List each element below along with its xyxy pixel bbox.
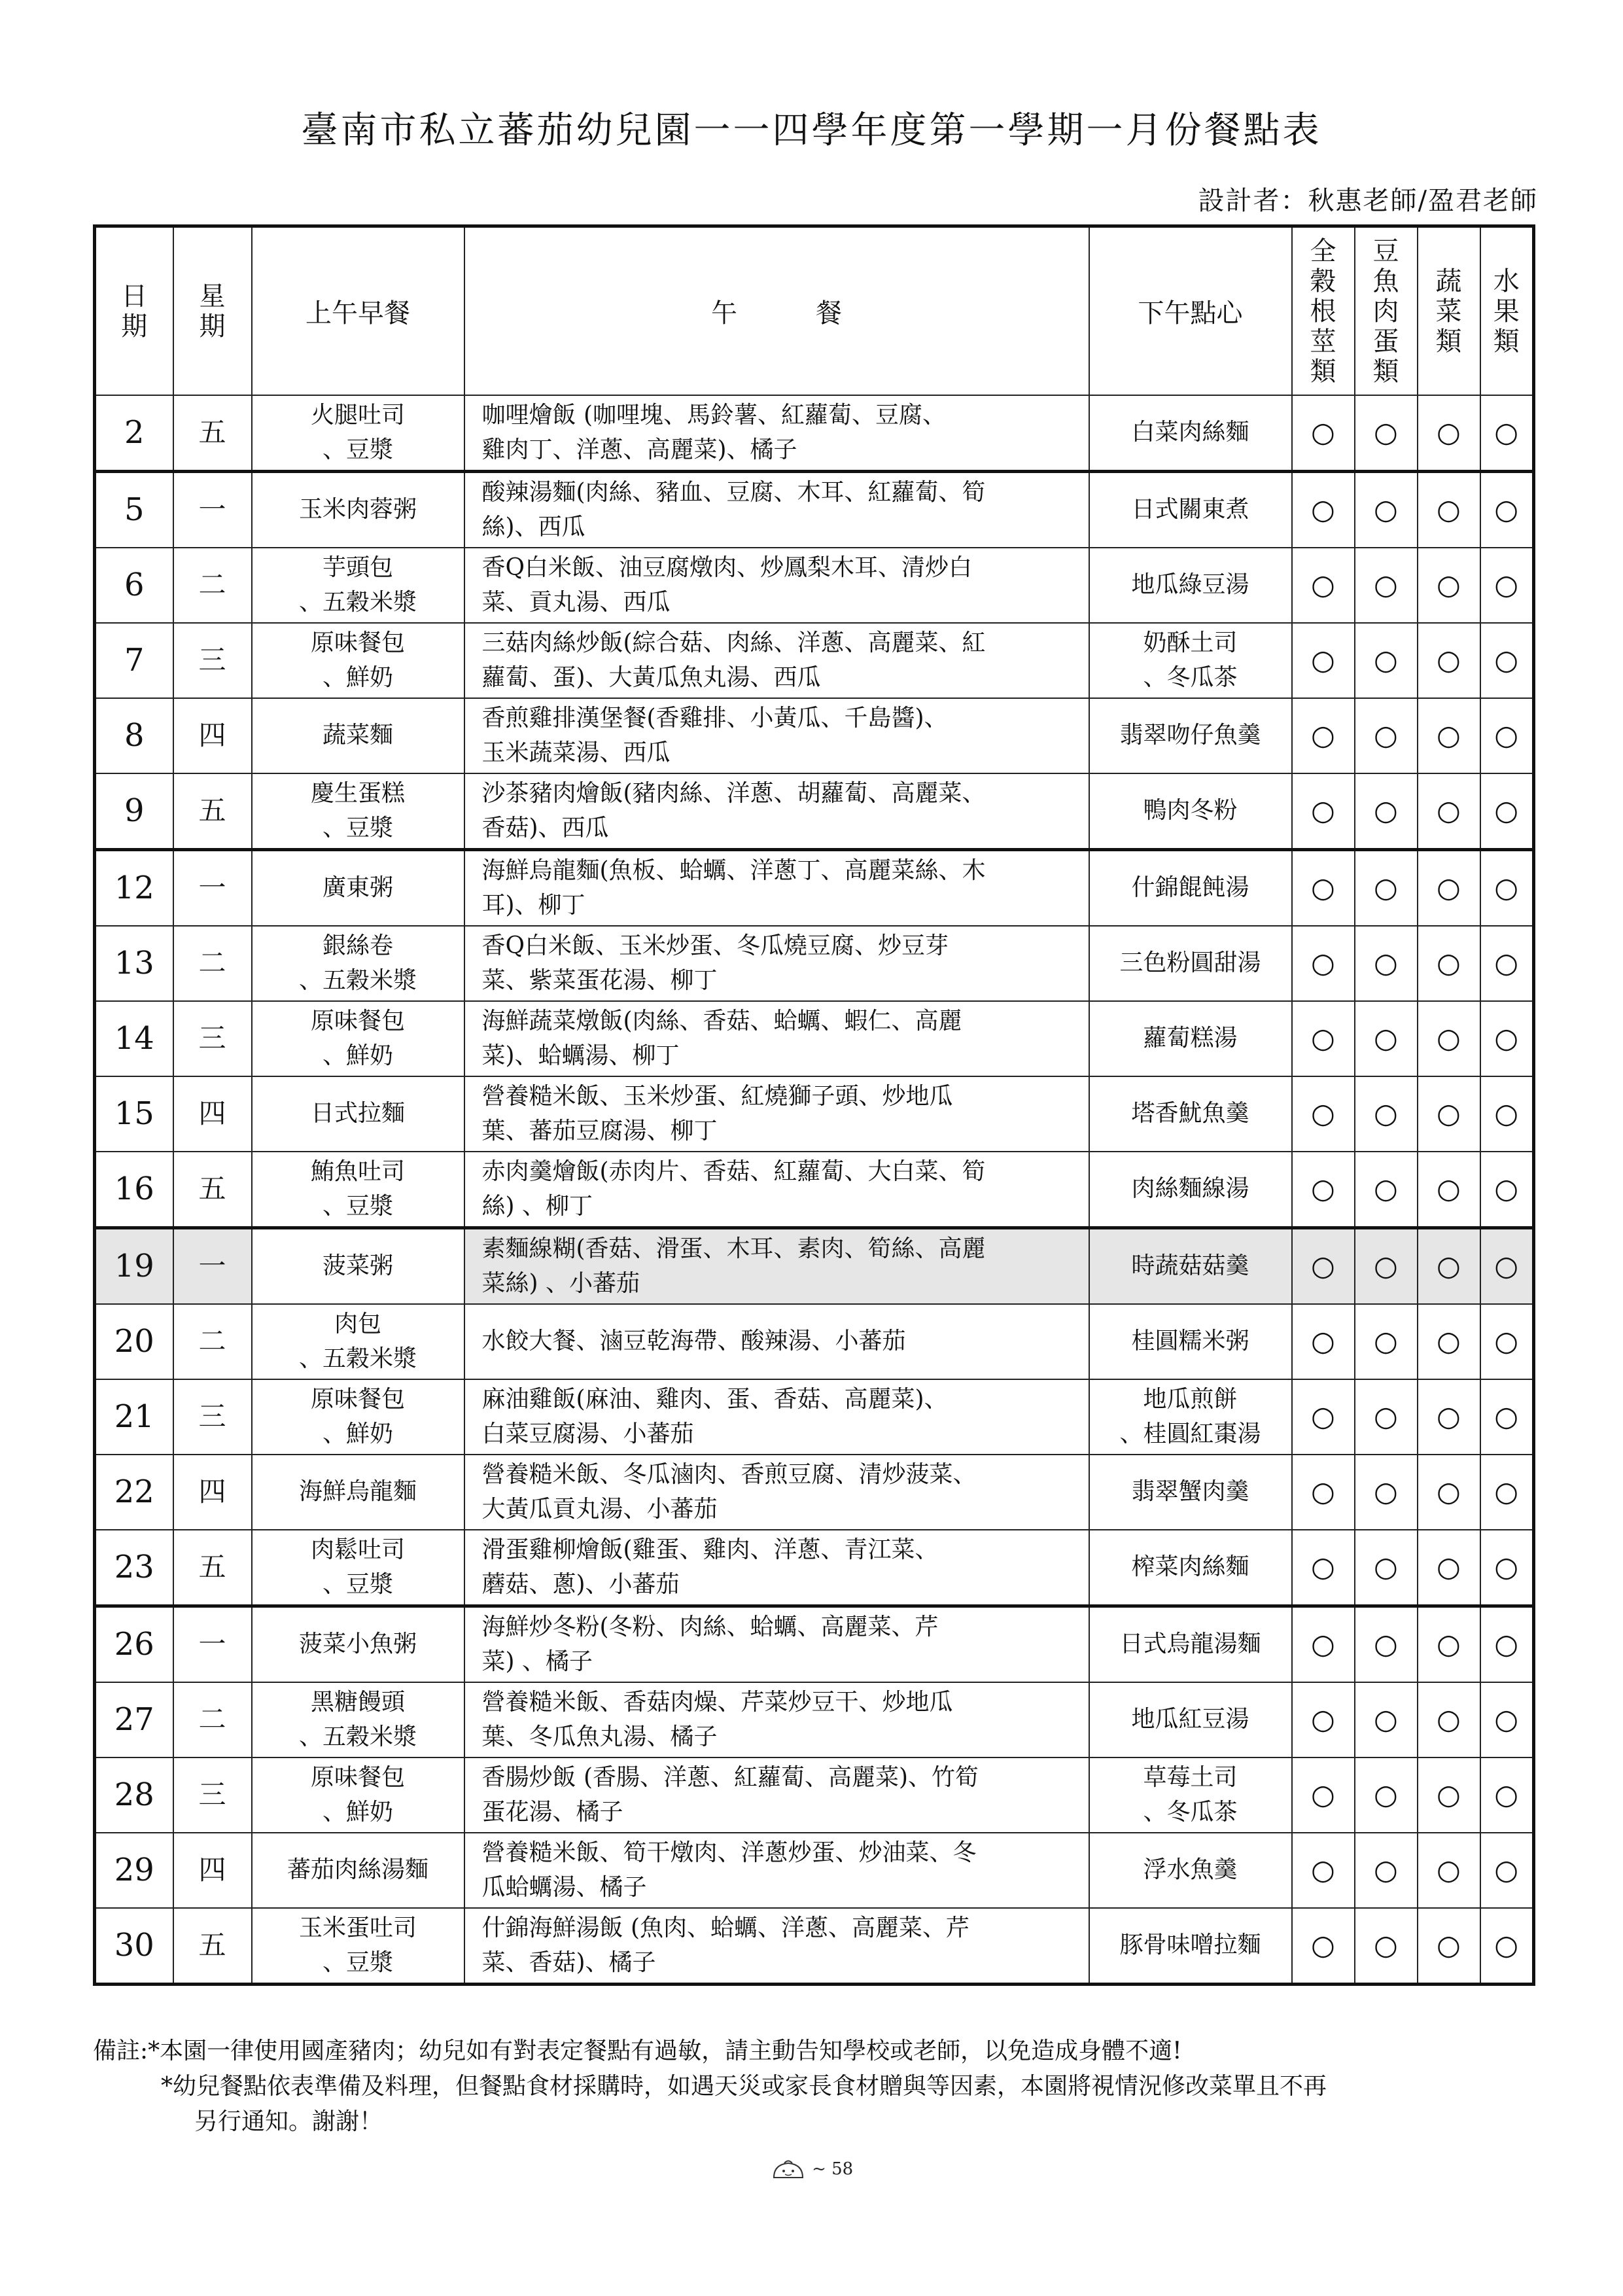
cell-grains: ○: [1292, 1682, 1355, 1757]
cell-weekday: 五: [173, 773, 252, 850]
table-row: [95, 1530, 1534, 1606]
cell-protein: ○: [1355, 1908, 1418, 1985]
cell-fruits: ○: [1480, 395, 1534, 472]
cell-protein: ○: [1355, 1455, 1418, 1530]
cell-protein: ○: [1355, 1606, 1418, 1683]
cell-breakfast: 蕃茄肉絲湯麵: [252, 1833, 464, 1908]
cell-grains: ○: [1292, 1001, 1355, 1076]
note-line-3: 另行通知。謝謝！: [194, 2108, 383, 2135]
cell-vegetables: ○: [1418, 1908, 1480, 1985]
cell-breakfast: 鮪魚吐司 、豆漿: [252, 1152, 464, 1228]
cell-protein: ○: [1355, 548, 1418, 623]
cell-protein: ○: [1355, 623, 1418, 698]
cell-fruits: ○: [1480, 1228, 1534, 1305]
cell-grains: ○: [1292, 1530, 1355, 1606]
table-row: [95, 1455, 1534, 1530]
cell-protein: ○: [1355, 1833, 1418, 1908]
cell-grains: ○: [1292, 1304, 1355, 1379]
cell-weekday: 五: [173, 1908, 252, 1985]
cell-date: 5: [95, 472, 173, 548]
cell-breakfast: 蔬菜麵: [252, 698, 464, 773]
table-row: [95, 773, 1534, 850]
cell-vegetables: ○: [1418, 548, 1480, 623]
cell-snack: 日式關東煮: [1089, 472, 1292, 548]
cell-vegetables: ○: [1418, 773, 1480, 850]
cell-protein: ○: [1355, 773, 1418, 850]
cell-vegetables: ○: [1418, 1455, 1480, 1530]
cell-breakfast: 原味餐包 、鮮奶: [252, 1757, 464, 1833]
cell-fruits: ○: [1480, 1455, 1534, 1530]
table-row: [95, 1682, 1534, 1757]
cell-fruits: ○: [1480, 623, 1534, 698]
cell-breakfast: 原味餐包 、鮮奶: [252, 1001, 464, 1076]
cell-vegetables: ○: [1418, 850, 1480, 927]
table-row: [95, 1908, 1534, 1985]
cell-protein: ○: [1355, 1228, 1418, 1305]
cell-grains: ○: [1292, 395, 1355, 472]
cell-date: 12: [95, 850, 173, 927]
cell-lunch: 沙茶豬肉燴飯(豬肉絲、洋蔥、胡蘿蔔、高麗菜、 香菇)、西瓜: [464, 773, 1089, 850]
table-row: [95, 850, 1534, 927]
cell-snack: 塔香魷魚羹: [1089, 1076, 1292, 1152]
cell-lunch: 海鮮烏龍麵(魚板、蛤蠣、洋蔥丁、高麗菜絲、木 耳)、柳丁: [464, 850, 1089, 927]
cell-date: 13: [95, 926, 173, 1001]
cell-vegetables: ○: [1418, 1076, 1480, 1152]
header-snack: 下午點心: [1089, 226, 1292, 396]
cell-date: 6: [95, 548, 173, 623]
notes: [93, 2034, 1545, 2140]
cell-fruits: ○: [1480, 926, 1534, 1001]
cell-snack: 浮水魚羹: [1089, 1833, 1292, 1908]
cell-breakfast: 原味餐包 、鮮奶: [252, 1379, 464, 1455]
cell-snack: 地瓜煎餅 、桂圓紅棗湯: [1089, 1379, 1292, 1455]
cell-lunch: 香Q白米飯、油豆腐燉肉、炒鳳梨木耳、清炒白 菜、貢丸湯、西瓜: [464, 548, 1089, 623]
cell-vegetables: ○: [1418, 1304, 1480, 1379]
cell-weekday: 四: [173, 1455, 252, 1530]
cell-protein: ○: [1355, 1076, 1418, 1152]
cell-lunch: 海鮮炒冬粉(冬粉、肉絲、蛤蠣、高麗菜、芹 菜) 、橘子: [464, 1606, 1089, 1683]
designer-credit: 設計者：秋惠老師/盈君老師: [1198, 186, 1538, 216]
cell-protein: ○: [1355, 1530, 1418, 1606]
cell-fruits: ○: [1480, 773, 1534, 850]
cell-lunch: 水餃大餐、滷豆乾海帶、酸辣湯、小蕃茄: [464, 1304, 1089, 1379]
cell-fruits: ○: [1480, 1530, 1534, 1606]
cell-date: 9: [95, 773, 173, 850]
cell-vegetables: ○: [1418, 1530, 1480, 1606]
cell-grains: ○: [1292, 1228, 1355, 1305]
cell-lunch: 營養糙米飯、香菇肉燥、芹菜炒豆干、炒地瓜 葉、冬瓜魚丸湯、橘子: [464, 1682, 1089, 1757]
cell-weekday: 一: [173, 1606, 252, 1683]
table-row: [95, 926, 1534, 1001]
cell-protein: ○: [1355, 850, 1418, 927]
cell-lunch: 麻油雞飯(麻油、雞肉、蛋、香菇、高麗菜)、 白菜豆腐湯、小蕃茄: [464, 1379, 1089, 1455]
cell-fruits: ○: [1480, 1304, 1534, 1379]
cell-breakfast: 黑糖饅頭 、五穀米漿: [252, 1682, 464, 1757]
cell-weekday: 四: [173, 1833, 252, 1908]
cell-weekday: 三: [173, 1379, 252, 1455]
cell-date: 30: [95, 1908, 173, 1985]
cell-breakfast: 海鮮烏龍麵: [252, 1455, 464, 1530]
cell-vegetables: ○: [1418, 1682, 1480, 1757]
cell-fruits: ○: [1480, 1833, 1534, 1908]
cell-date: 14: [95, 1001, 173, 1076]
cell-vegetables: ○: [1418, 1606, 1480, 1683]
header-date: 日期: [95, 226, 173, 396]
table-row: [95, 1304, 1534, 1379]
cell-protein: ○: [1355, 1757, 1418, 1833]
cell-snack: 什錦餛飩湯: [1089, 850, 1292, 927]
cell-date: 7: [95, 623, 173, 698]
cell-breakfast: 肉鬆吐司 、豆漿: [252, 1530, 464, 1606]
cell-lunch: 海鮮蔬菜燉飯(肉絲、香菇、蛤蠣、蝦仁、高麗 菜)、蛤蠣湯、柳丁: [464, 1001, 1089, 1076]
table-row: [95, 1757, 1534, 1833]
cell-breakfast: 慶生蛋糕 、豆漿: [252, 773, 464, 850]
header-fruits: 水果類: [1480, 226, 1534, 396]
table-row: [95, 1152, 1534, 1228]
cell-fruits: ○: [1480, 1606, 1534, 1683]
cell-breakfast: 菠菜粥: [252, 1228, 464, 1305]
cell-fruits: ○: [1480, 1152, 1534, 1228]
cell-date: 15: [95, 1076, 173, 1152]
cell-snack: 翡翠吻仔魚羹: [1089, 698, 1292, 773]
note-line-1: 備註:*本園一律使用國產豬肉；幼兒如有對表定餐點有過敏，請主動告知學校或老師，以免造成身體不適!: [93, 2038, 1182, 2064]
cell-date: 21: [95, 1379, 173, 1455]
cell-grains: ○: [1292, 926, 1355, 1001]
cell-grains: ○: [1292, 1076, 1355, 1152]
header-protein: 豆魚肉蛋類: [1355, 226, 1418, 396]
header-grains: 全穀根莖類: [1292, 226, 1355, 396]
cell-snack: 肉絲麵線湯: [1089, 1152, 1292, 1228]
header-breakfast: 上午早餐: [252, 226, 464, 396]
cell-weekday: 二: [173, 1682, 252, 1757]
cell-vegetables: ○: [1418, 1757, 1480, 1833]
table-row: [95, 698, 1534, 773]
cell-protein: ○: [1355, 926, 1418, 1001]
page-footer: [0, 2158, 1623, 2181]
table-row: [95, 472, 1534, 548]
header-row: [95, 226, 1534, 396]
cell-vegetables: ○: [1418, 472, 1480, 548]
cell-date: 8: [95, 698, 173, 773]
cell-protein: ○: [1355, 1304, 1418, 1379]
cell-breakfast: 芋頭包 、五穀米漿: [252, 548, 464, 623]
cell-weekday: 三: [173, 1757, 252, 1833]
cell-snack: 日式烏龍湯麵: [1089, 1606, 1292, 1683]
cell-date: 19: [95, 1228, 173, 1305]
cell-snack: 三色粉圓甜湯: [1089, 926, 1292, 1001]
table-row: [95, 623, 1534, 698]
cell-weekday: 四: [173, 698, 252, 773]
cell-snack: 豚骨味噌拉麵: [1089, 1908, 1292, 1985]
cell-fruits: ○: [1480, 698, 1534, 773]
cell-breakfast: 廣東粥: [252, 850, 464, 927]
meal-table: [93, 224, 1535, 1986]
cell-grains: ○: [1292, 1833, 1355, 1908]
cell-breakfast: 原味餐包 、鮮奶: [252, 623, 464, 698]
cell-grains: ○: [1292, 623, 1355, 698]
cell-grains: ○: [1292, 1379, 1355, 1455]
cell-snack: 草莓土司 、冬瓜茶: [1089, 1757, 1292, 1833]
cell-snack: 鴨肉冬粉: [1089, 773, 1292, 850]
cell-protein: ○: [1355, 1682, 1418, 1757]
table-row: [95, 1001, 1534, 1076]
cell-weekday: 二: [173, 1304, 252, 1379]
page-title: 臺南市私立蕃茄幼兒園一一四學年度第一學期一月份餐點表: [301, 109, 1322, 152]
cell-lunch: 赤肉羹燴飯(赤肉片、香菇、紅蘿蔔、大白菜、筍 絲) 、柳丁: [464, 1152, 1089, 1228]
cell-grains: ○: [1292, 548, 1355, 623]
cell-vegetables: ○: [1418, 926, 1480, 1001]
cell-weekday: 五: [173, 1152, 252, 1228]
cell-vegetables: ○: [1418, 1228, 1480, 1305]
cell-grains: ○: [1292, 472, 1355, 548]
cell-fruits: ○: [1480, 1379, 1534, 1455]
table-row: [95, 1076, 1534, 1152]
cell-snack: 白菜肉絲麵: [1089, 395, 1292, 472]
cell-snack: 地瓜綠豆湯: [1089, 548, 1292, 623]
cell-weekday: 二: [173, 926, 252, 1001]
cell-protein: ○: [1355, 1001, 1418, 1076]
cell-weekday: 五: [173, 395, 252, 472]
cell-weekday: 一: [173, 472, 252, 548]
cell-breakfast: 日式拉麵: [252, 1076, 464, 1152]
cell-snack: 榨菜肉絲麵: [1089, 1530, 1292, 1606]
table-row: [95, 1606, 1534, 1683]
cell-weekday: 三: [173, 623, 252, 698]
cell-fruits: ○: [1480, 548, 1534, 623]
cell-weekday: 四: [173, 1076, 252, 1152]
cell-weekday: 一: [173, 850, 252, 927]
cell-date: 16: [95, 1152, 173, 1228]
cell-snack: 奶酥土司 、冬瓜茶: [1089, 623, 1292, 698]
header-vegetables: 蔬菜類: [1418, 226, 1480, 396]
cell-lunch: 營養糙米飯、玉米炒蛋、紅燒獅子頭、炒地瓜 葉、蕃茄豆腐湯、柳丁: [464, 1076, 1089, 1152]
cell-breakfast: 玉米蛋吐司 、豆漿: [252, 1908, 464, 1985]
cell-date: 2: [95, 395, 173, 472]
cell-fruits: ○: [1480, 850, 1534, 927]
cell-weekday: 二: [173, 548, 252, 623]
cell-vegetables: ○: [1418, 623, 1480, 698]
header-lunch: 午 餐: [464, 226, 1089, 396]
cell-lunch: 三菇肉絲炒飯(綜合菇、肉絲、洋蔥、高麗菜、紅 蘿蔔、蛋)、大黃瓜魚丸湯、西瓜: [464, 623, 1089, 698]
cell-lunch: 香Q白米飯、玉米炒蛋、冬瓜燒豆腐、炒豆芽 菜、紫菜蛋花湯、柳丁: [464, 926, 1089, 1001]
cell-snack: 桂圓糯米粥: [1089, 1304, 1292, 1379]
cell-protein: ○: [1355, 1379, 1418, 1455]
cell-breakfast: 玉米肉蓉粥: [252, 472, 464, 548]
cell-vegetables: ○: [1418, 1152, 1480, 1228]
cell-snack: 時蔬菇菇羹: [1089, 1228, 1292, 1305]
cell-lunch: 什錦海鮮湯飯 (魚肉、蛤蠣、洋蔥、高麗菜、芹 菜、香菇)、橘子: [464, 1908, 1089, 1985]
cell-grains: ○: [1292, 1455, 1355, 1530]
cell-date: 20: [95, 1304, 173, 1379]
table-row: [95, 1379, 1534, 1455]
cell-lunch: 香煎雞排漢堡餐(香雞排、小黃瓜、千島醬)、 玉米蔬菜湯、西瓜: [464, 698, 1089, 773]
cell-fruits: ○: [1480, 1076, 1534, 1152]
cell-weekday: 一: [173, 1228, 252, 1305]
cell-date: 23: [95, 1530, 173, 1606]
cell-lunch: 營養糙米飯、冬瓜滷肉、香煎豆腐、清炒菠菜、 大黃瓜貢丸湯、小蕃茄: [464, 1455, 1089, 1530]
cell-fruits: ○: [1480, 1001, 1534, 1076]
cell-breakfast: 火腿吐司 、豆漿: [252, 395, 464, 472]
cell-lunch: 酸辣湯麵(肉絲、豬血、豆腐、木耳、紅蘿蔔、筍 絲)、西瓜: [464, 472, 1089, 548]
cell-vegetables: ○: [1418, 698, 1480, 773]
table-row: [95, 1833, 1534, 1908]
table-row: [95, 1228, 1534, 1305]
cell-grains: ○: [1292, 698, 1355, 773]
cell-lunch: 滑蛋雞柳燴飯(雞蛋、雞肉、洋蔥、青江菜、 蘑菇、蔥)、小蕃茄: [464, 1530, 1089, 1606]
cell-breakfast: 肉包 、五穀米漿: [252, 1304, 464, 1379]
cell-grains: ○: [1292, 1606, 1355, 1683]
cell-grains: ○: [1292, 1757, 1355, 1833]
table-row: [95, 548, 1534, 623]
cell-vegetables: ○: [1418, 395, 1480, 472]
note-line-2: *幼兒餐點依表準備及料理，但餐點食材採購時，如遇天災或家長食材贈與等因素，本園將視情況修改菜單且不再: [161, 2073, 1327, 2100]
cell-protein: ○: [1355, 698, 1418, 773]
cell-lunch: 營養糙米飯、筍干燉肉、洋蔥炒蛋、炒油菜、冬 瓜蛤蠣湯、橘子: [464, 1833, 1089, 1908]
cell-vegetables: ○: [1418, 1833, 1480, 1908]
cell-grains: ○: [1292, 773, 1355, 850]
cell-lunch: 香腸炒飯 (香腸、洋蔥、紅蘿蔔、高麗菜)、竹筍 蛋花湯、橘子: [464, 1757, 1089, 1833]
cell-snack: 翡翠蟹肉羹: [1089, 1455, 1292, 1530]
cell-grains: ○: [1292, 1152, 1355, 1228]
cell-date: 27: [95, 1682, 173, 1757]
cell-date: 26: [95, 1606, 173, 1683]
cell-breakfast: 菠菜小魚粥: [252, 1606, 464, 1683]
cell-lunch: 素麵線糊(香菇、滑蛋、木耳、素肉、筍絲、高麗 菜絲) 、小蕃茄: [464, 1228, 1089, 1305]
cell-fruits: ○: [1480, 1682, 1534, 1757]
page-number: ~ 58: [812, 2159, 854, 2179]
cell-date: 22: [95, 1455, 173, 1530]
cell-snack: 蘿蔔糕湯: [1089, 1001, 1292, 1076]
cell-protein: ○: [1355, 395, 1418, 472]
cell-grains: ○: [1292, 850, 1355, 927]
cell-fruits: ○: [1480, 1757, 1534, 1833]
header-weekday: 星期: [173, 226, 252, 396]
cell-fruits: ○: [1480, 1908, 1534, 1985]
cell-fruits: ○: [1480, 472, 1534, 548]
cell-date: 28: [95, 1757, 173, 1833]
cell-weekday: 五: [173, 1530, 252, 1606]
cell-protein: ○: [1355, 1152, 1418, 1228]
cell-protein: ○: [1355, 472, 1418, 548]
cell-lunch: 咖哩燴飯 (咖哩塊、馬鈴薯、紅蘿蔔、豆腐、 雞肉丁、洋蔥、高麗菜)、橘子: [464, 395, 1089, 472]
tomato-face-icon: [770, 2158, 807, 2181]
table-row: [95, 395, 1534, 472]
cell-vegetables: ○: [1418, 1379, 1480, 1455]
cell-weekday: 三: [173, 1001, 252, 1076]
cell-vegetables: ○: [1418, 1001, 1480, 1076]
cell-snack: 地瓜紅豆湯: [1089, 1682, 1292, 1757]
cell-breakfast: 銀絲卷 、五穀米漿: [252, 926, 464, 1001]
cell-grains: ○: [1292, 1908, 1355, 1985]
cell-date: 29: [95, 1833, 173, 1908]
